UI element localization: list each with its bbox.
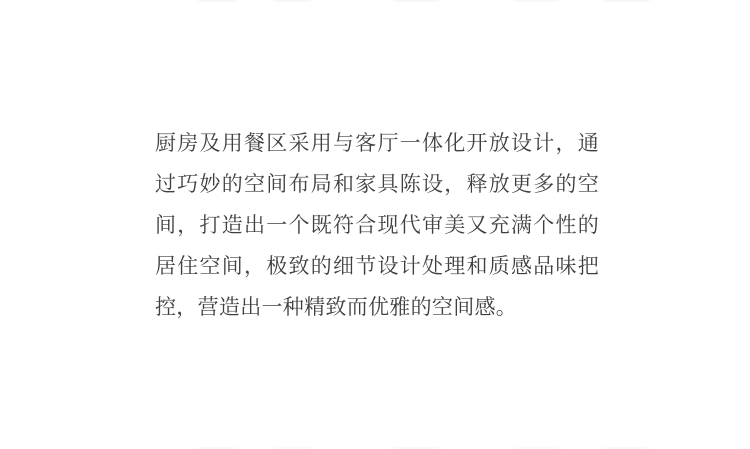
paragraph-line: 间，打造出一个既符合现代审美又充满个性的 <box>155 214 599 237</box>
paragraph-line: 控，营造出一种精致而优雅的空间感。 <box>155 296 518 319</box>
paragraph-line: 厨房及用餐区采用与客厅一体化开放设计，通 <box>155 132 599 155</box>
paragraph-line: 过巧妙的空间布局和家具陈设，释放更多的空 <box>155 173 599 196</box>
top-edge-cropped-artifact <box>0 0 750 2</box>
description-paragraph <box>155 123 599 328</box>
paragraph-line: 居住空间，极致的细节设计处理和质感品味把 <box>155 255 599 278</box>
